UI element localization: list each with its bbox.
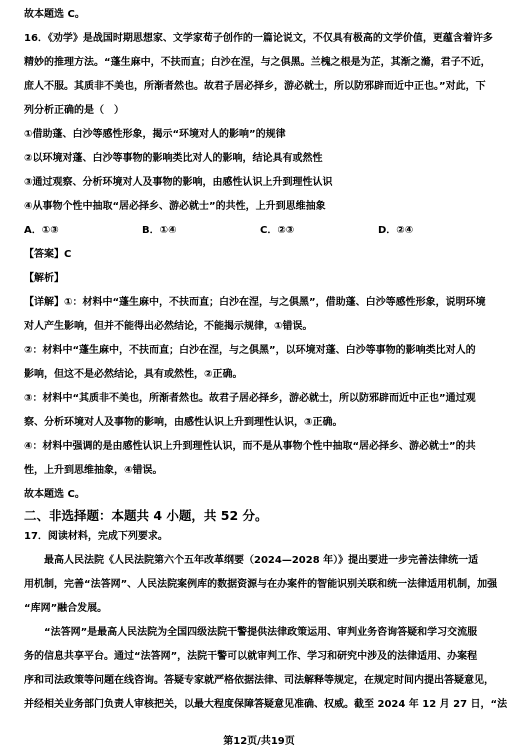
statement-1: ①借助蓬、白沙等感性形象，揭示“环境对人的影响”的规律 bbox=[24, 129, 286, 140]
text-line: 故本题选 C。 bbox=[24, 9, 85, 20]
text-line: 故本题选 C。 bbox=[24, 489, 85, 500]
text-line: 列分析正确的是（ ） bbox=[24, 105, 124, 116]
analysis-label: 【解析】 bbox=[24, 273, 64, 284]
explanation-line: 【详解】①：材料中“蓬生麻中，不扶而直；白沙在涅，与之俱黑”，借助蓬、白沙等感性形象，说明环境 bbox=[24, 297, 486, 308]
material-paragraph-line: 序和司法政策等问题在线咨询。答疑专家就严格依据法律、司法解释等规定，在规定时间内提出答疑意见， bbox=[24, 675, 494, 686]
explanation-line: ②：材料中“蓬生麻中，不扶而直；白沙在涅，与之俱黑”，以环境对蓬、白沙等事物的影响类比对人的 bbox=[24, 345, 476, 356]
material-paragraph-line: “库网”融合发展。 bbox=[24, 603, 108, 614]
material-paragraph-line: 最高人民法院《人民法院第六个五年改革纲要（2024—2028 年）》提出要进一步完善法律统一适 bbox=[44, 555, 479, 566]
explanation-line: 对人产生影响，但并不能得出必然结论，不能揭示规律，①错误。 bbox=[24, 321, 313, 332]
answer-label: 【答案】C bbox=[24, 249, 72, 260]
text-line: 庶人不服。其质非不美也，所渐者然也。故君子居必择乡，游必就士，所以防邪辟而近中正也。”对此，下 bbox=[24, 81, 486, 92]
material-paragraph-line: 并经相关业务部门负责人审核把关，以最大程度保障答疑意见准确、权威。截至 2024 年 12 月 27 日，“法 bbox=[24, 699, 508, 710]
option-c: C．②③ bbox=[260, 225, 295, 236]
option-d: D．②④ bbox=[378, 225, 414, 236]
explanation-line: 影响，但这不是必然结论，具有或然性，②正确。 bbox=[24, 369, 243, 380]
statement-2: ②以环境对蓬、白沙等事物的影响类比对人的影响，结论具有或然性 bbox=[24, 153, 323, 164]
page-footer: 第12页/共19页 bbox=[223, 736, 295, 747]
material-paragraph-line: “法答网”是最高人民法院为全国四级法院干警提供法律政策运用、审判业务咨询答疑和学习交流服 bbox=[44, 627, 478, 638]
statement-3: ③通过观察、分析环境对人及事物的影响，由感性认识上升到理性认识 bbox=[24, 177, 333, 188]
question-17-stem: 17．阅读材料，完成下列要求。 bbox=[24, 531, 168, 542]
material-paragraph-line: 用机制，完善“法答网”、人民法院案例库的数据资源与在办案件的智能识别关联和统一法律适用机制，加强 bbox=[24, 579, 498, 590]
option-a: A．①③ bbox=[24, 225, 59, 236]
statement-4: ④从事物个性中抽取“居必择乡、游必就士”的共性，上升到思维抽象 bbox=[24, 201, 326, 212]
explanation-line: 性，上升到思维抽象，④错误。 bbox=[24, 465, 163, 476]
explanation-line: ③：材料中“其质非不美也，所渐者然也。故君子居必择乡，游必就士，所以防邪辟而近中正也”通过观 bbox=[24, 393, 476, 404]
section-heading: 二、非选择题：本题共 4 小题，共 52 分。 bbox=[24, 508, 268, 523]
explanation-line: ④：材料中强调的是由感性认识上升到理性认识，而不是从事物个性中抽取“居必择乡、游必就士”的共 bbox=[24, 441, 476, 452]
option-b: B．①④ bbox=[142, 225, 177, 236]
question-16-stem: 16．《劝学》是战国时期思想家、文学家荀子创作的一篇论说文，不仅具有极高的文学价值，更蕴含着许多 bbox=[24, 33, 493, 44]
explanation-line: 察、分析环境对人及事物的影响，由感性认识上升到理性认识，③正确。 bbox=[24, 417, 343, 428]
material-paragraph-line: 务的信息共享平台。通过“法答网”，法院干警可以就审判工作、学习和研究中涉及的法律适用、办案程 bbox=[24, 651, 478, 662]
text-line: 精妙的推理方法。“蓬生麻中，不扶而直；白沙在涅，与之俱黑。兰槐之根是为芷，其渐之滫，君子不近， bbox=[24, 57, 491, 68]
